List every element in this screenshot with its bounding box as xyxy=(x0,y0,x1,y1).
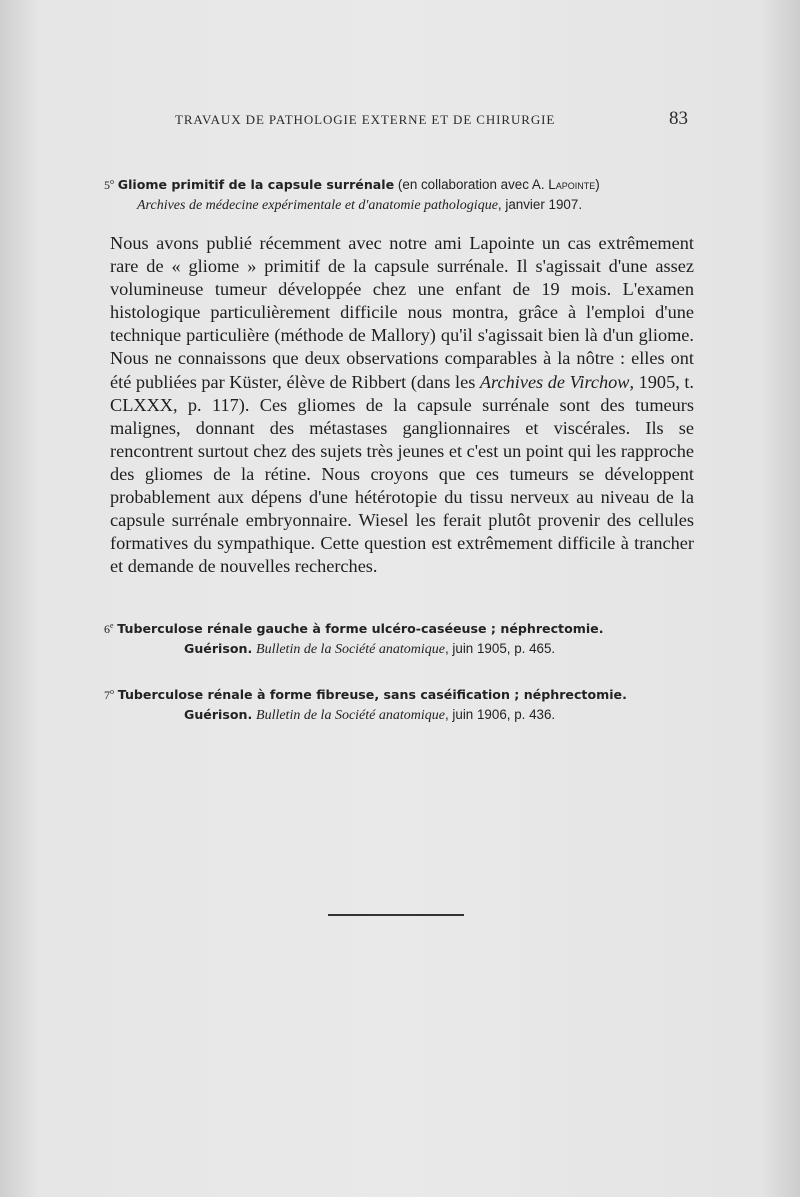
journal-name: Bulletin de la Société anatomique xyxy=(256,642,445,657)
journal-name: Archives de médecine expérimentale et d'anatomie pathologique xyxy=(137,198,498,213)
running-title: TRAVAUX DE PATHOLOGIE EXTERNE ET DE CHIRURGIE xyxy=(175,112,556,127)
entry-collaboration: (en collaboration avec A. Lapointe) xyxy=(397,177,600,192)
entry-title: Tuberculose rénale gauche à forme ulcéro-caséeuse ; néphrectomie. xyxy=(117,621,604,636)
entry-title: Tuberculose rénale à forme fibreuse, sans caséification ; néphrectomie. xyxy=(117,687,627,702)
running-head xyxy=(105,110,690,132)
reference-entry-5 xyxy=(104,172,696,215)
journal-name: Bulletin de la Société anatomique xyxy=(256,708,445,723)
entry-citation: Archives de médecine expérimentale et d'anatomie pathologique, janvier 1907. xyxy=(137,197,583,213)
entry-number: 7$^o$ xyxy=(104,687,114,702)
page-number: 83 xyxy=(669,108,688,129)
entry-number: 6e xyxy=(104,621,114,636)
body-paragraph: Nous avons publié récemment avec notre ami Lapointe un cas extrêmement rare de « gliome » primitif de la capsule surrénale. Il s'agissait d'une assez volumineuse tumeur développée chez une enfant de 19 mois. L'examen histologique particulièrement difficile nous montra, grâce à l'emploi d'une technique particulière (méthode de Mallory) qu'il s'agissait bien là d'un gliome. Nous ne connaissons que deux observations comparables à la nôtre : elles ont été publiées par Küster, élève de Ribbert (dans les Archives de Virchow, 1905, t. CLXXX, p. 117). Ces gliomes de la capsule surrénale sont des tumeurs malignes, donnant des métastases ganglionnaires et viscérales. Ils se rencontrent surtout chez des sujets très jeunes et c'est un point qui les rapproche des gliomes de la rétine. Nous croyons que ces tumeurs se développent probablement aux dépens d'une hétérotopie du tissu nerveux au niveau de la capsule surrénale embryonnaire. Wiesel les ferait plutôt provenir des cellules formatives du sympathique. Cette question est extrêmement difficile à trancher et demande de nouvelles recherches. xyxy=(110,233,695,577)
section-divider xyxy=(328,914,464,916)
entry-number: 5$^o$ xyxy=(104,177,114,192)
entry-title: Gliome primitif de la capsule surrénale xyxy=(117,177,395,192)
entry-citation: Guérison. Bulletin de la Société anatomique, juin 1906, p. 436. xyxy=(184,707,556,723)
journal-name: Archives de Virchow xyxy=(479,371,630,392)
reference-entry-7 xyxy=(104,682,696,725)
reference-entry-6 xyxy=(104,616,696,659)
entry-citation: Guérison. Bulletin de la Société anatomique, juin 1905, p. 465. xyxy=(184,641,556,657)
